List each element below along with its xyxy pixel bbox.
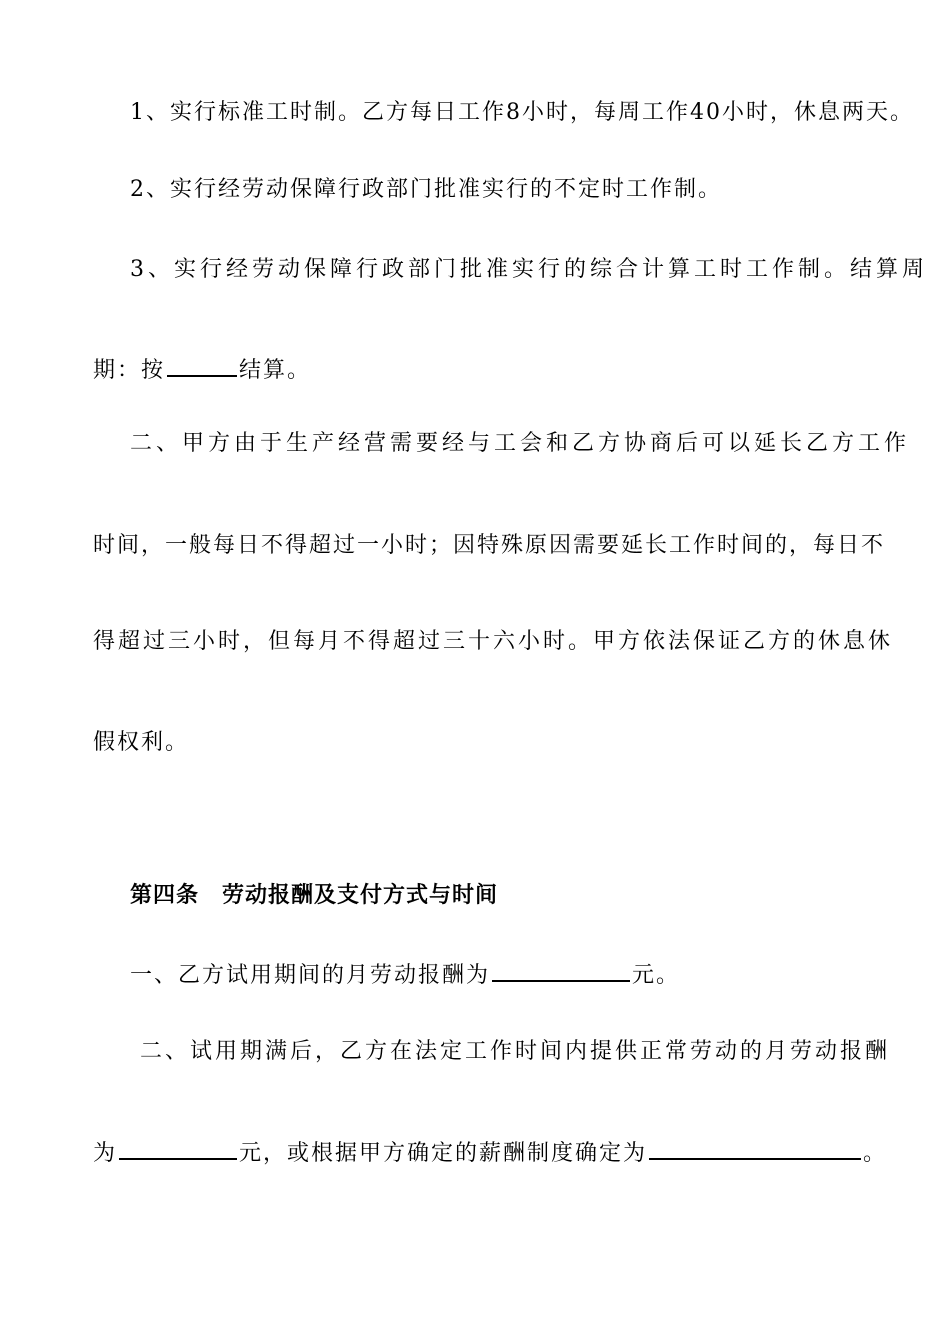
item-3-line-2-suffix: 结算。 xyxy=(239,358,312,383)
overtime-para-line-4: 假权利。 xyxy=(93,730,190,755)
regular-pay-prefix: 为 xyxy=(93,1141,118,1166)
probation-pay-prefix: 一、乙方试用期间的月劳动报酬为 xyxy=(130,963,491,988)
probation-pay-blank[interactable] xyxy=(492,958,630,982)
item-1-line: 1、实行标准工时制。乙方每日工作8小时，每周工作40小时，休息两天。 xyxy=(130,100,914,125)
item-3-line-1: 3、实行经劳动保障行政部门批准实行的综合计算工时工作制。结算周 xyxy=(130,257,928,282)
regular-pay-blank[interactable] xyxy=(119,1136,237,1160)
regular-pay-mid: 元，或根据甲方确定的薪酬制度确定为 xyxy=(239,1141,648,1166)
probation-pay-line xyxy=(130,958,680,991)
overtime-para-line-1: 二、甲方由于生产经营需要经与工会和乙方协商后可以延长乙方工作 xyxy=(130,431,911,456)
regular-pay-line-1: 二、试用期满后，乙方在法定工作时间内提供正常劳动的月劳动报酬 xyxy=(140,1039,891,1064)
overtime-para-line-2: 时间，一般每日不得超过一小时；因特殊原因需要延长工作时间的，每日不 xyxy=(93,533,886,558)
regular-pay-suffix: 。 xyxy=(863,1141,888,1166)
probation-pay-suffix: 元。 xyxy=(632,963,681,988)
settlement-period-blank[interactable] xyxy=(167,353,237,377)
salary-system-pay-blank[interactable] xyxy=(649,1136,861,1160)
regular-pay-line-2 xyxy=(93,1136,887,1169)
item-2-line: 2、实行经劳动保障行政部门批准实行的不定时工作制。 xyxy=(130,177,722,202)
overtime-para-line-3: 得超过三小时，但每月不得超过三十六小时。甲方依法保证乙方的休息休 xyxy=(93,629,894,654)
item-3-line-2 xyxy=(93,353,311,386)
item-3-line-2-prefix: 期：按 xyxy=(93,358,166,383)
article-4-heading: 第四条 劳动报酬及支付方式与时间 xyxy=(130,883,499,908)
